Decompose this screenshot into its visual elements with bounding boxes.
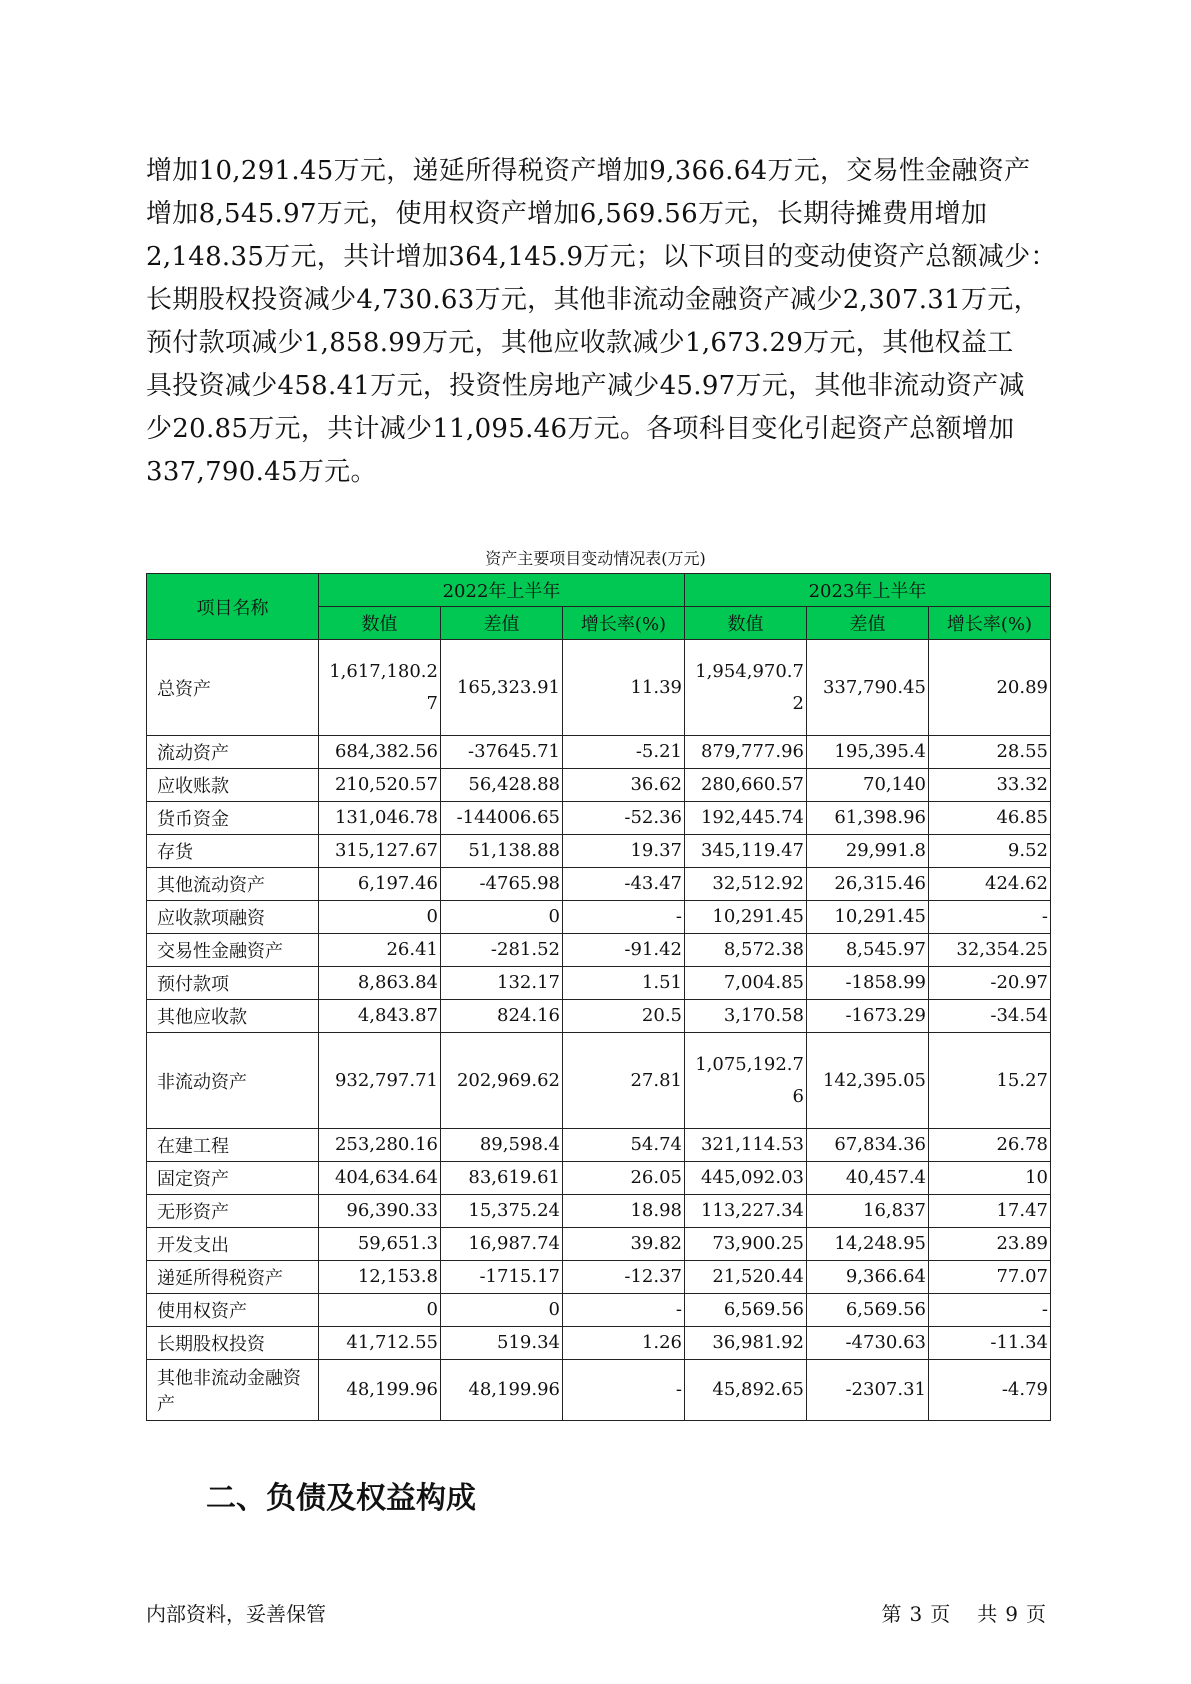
table-cell: - xyxy=(563,1294,685,1327)
total-word: 页 xyxy=(1026,1602,1046,1626)
header-value-2023: 数值 xyxy=(685,607,807,640)
table-cell: 0 xyxy=(319,1294,441,1327)
row-item-name: 在建工程 xyxy=(147,1129,319,1162)
table-cell: 9,366.64 xyxy=(807,1261,929,1294)
row-item-name: 流动资产 xyxy=(147,736,319,769)
table-cell: -52.36 xyxy=(563,802,685,835)
table-cell: 16,987.74 xyxy=(441,1228,563,1261)
table-cell: -34.54 xyxy=(929,1000,1051,1033)
table-row xyxy=(147,1162,1051,1195)
table-cell: 20.5 xyxy=(563,1000,685,1033)
table-cell: 17.47 xyxy=(929,1195,1051,1228)
paragraph-line: 少20.85万元，共计减少11,095.46万元。各项科目变化引起资产总额增加 xyxy=(146,414,1015,444)
table-cell: 23.89 xyxy=(929,1228,1051,1261)
table-cell: 26.41 xyxy=(319,934,441,967)
table-cell: 7,004.85 xyxy=(685,967,807,1000)
table-row xyxy=(147,802,1051,835)
table-cell: 67,834.36 xyxy=(807,1129,929,1162)
table-cell: 19.37 xyxy=(563,835,685,868)
table-cell: 132.17 xyxy=(441,967,563,1000)
table-cell: 6,197.46 xyxy=(319,868,441,901)
table-cell: -4.79 xyxy=(929,1360,1051,1421)
table-cell: 8,863.84 xyxy=(319,967,441,1000)
table-row xyxy=(147,640,1051,736)
table-row xyxy=(147,769,1051,802)
table-cell: 21,520.44 xyxy=(685,1261,807,1294)
table-cell: 54.74 xyxy=(563,1129,685,1162)
table-row xyxy=(147,1294,1051,1327)
table-cell: 192,445.74 xyxy=(685,802,807,835)
table-cell: 61,398.96 xyxy=(807,802,929,835)
table-cell: 48,199.96 xyxy=(319,1360,441,1421)
page-number: 3 xyxy=(909,1602,923,1626)
header-rate-2023: 增长率(%) xyxy=(929,607,1051,640)
table-cell: -1858.99 xyxy=(807,967,929,1000)
table-cell: 10,291.45 xyxy=(685,901,807,934)
header-diff-2023: 差值 xyxy=(807,607,929,640)
header-diff-2022: 差值 xyxy=(441,607,563,640)
table-cell: 29,991.8 xyxy=(807,835,929,868)
table-cell: -4765.98 xyxy=(441,868,563,901)
row-item-name: 非流动资产 xyxy=(147,1033,319,1129)
paragraph-line: 增加8,545.97万元，使用权资产增加6,569.56万元，长期待摊费用增加 xyxy=(146,199,988,229)
table-row xyxy=(147,934,1051,967)
page-word: 页 xyxy=(930,1602,951,1626)
table-cell: 15,375.24 xyxy=(441,1195,563,1228)
table-cell: 32,354.25 xyxy=(929,934,1051,967)
table-cell: 32,512.92 xyxy=(685,868,807,901)
table-row xyxy=(147,1360,1051,1421)
table-cell: 10 xyxy=(929,1162,1051,1195)
row-item-name: 递延所得税资产 xyxy=(147,1261,319,1294)
table-row xyxy=(147,1000,1051,1033)
table-cell: 14,248.95 xyxy=(807,1228,929,1261)
body-paragraph xyxy=(146,150,1057,494)
table-cell: -5.21 xyxy=(563,736,685,769)
table-cell: -43.47 xyxy=(563,868,685,901)
table-cell: -2307.31 xyxy=(807,1360,929,1421)
table-cell: 165,323.91 xyxy=(441,640,563,736)
table-cell: - xyxy=(929,901,1051,934)
table-cell: 18.98 xyxy=(563,1195,685,1228)
table-cell: 27.81 xyxy=(563,1033,685,1129)
table-row xyxy=(147,1228,1051,1261)
table-cell: 33.32 xyxy=(929,769,1051,802)
table-cell: 8,572.38 xyxy=(685,934,807,967)
table-cell: 519.34 xyxy=(441,1327,563,1360)
table-cell: 40,457.4 xyxy=(807,1162,929,1195)
header-period-2022: 2022年上半年 xyxy=(319,574,685,607)
table-cell: -144006.65 xyxy=(441,802,563,835)
table-cell: 195,395.4 xyxy=(807,736,929,769)
table-cell: -1715.17 xyxy=(441,1261,563,1294)
table-cell: 3,170.58 xyxy=(685,1000,807,1033)
table-cell: 202,969.62 xyxy=(441,1033,563,1129)
table-cell: 879,777.96 xyxy=(685,736,807,769)
table-cell: 0 xyxy=(319,901,441,934)
row-item-name: 固定资产 xyxy=(147,1162,319,1195)
paragraph-line: 预付款项减少1,858.99万元，其他应收款减少1,673.29万元，其他权益工 xyxy=(146,328,1014,358)
table-cell: 1,075,192.76 xyxy=(685,1033,807,1129)
row-item-name: 开发支出 xyxy=(147,1228,319,1261)
total-prefix: 共 xyxy=(977,1602,998,1626)
table-cell: 280,660.57 xyxy=(685,769,807,802)
table-row xyxy=(147,967,1051,1000)
table-cell: 4,843.87 xyxy=(319,1000,441,1033)
paragraph-line: 长期股权投资减少4,730.63万元，其他非流动金融资产减少2,307.31万元， xyxy=(146,285,1040,315)
table-cell: 96,390.33 xyxy=(319,1195,441,1228)
table-cell: 6,569.56 xyxy=(685,1294,807,1327)
table-cell: -37645.71 xyxy=(441,736,563,769)
paragraph-line: 具投资减少458.41万元，投资性房地产减少45.97万元，其他非流动资产减 xyxy=(146,371,1025,401)
paragraph-line: 337,790.45万元。 xyxy=(146,457,377,487)
header-rate-2022: 增长率(%) xyxy=(563,607,685,640)
table-cell: 932,797.71 xyxy=(319,1033,441,1129)
row-item-name: 应收款项融资 xyxy=(147,901,319,934)
table-cell: 46.85 xyxy=(929,802,1051,835)
row-item-name: 长期股权投资 xyxy=(147,1327,319,1360)
table-cell: -4730.63 xyxy=(807,1327,929,1360)
table-cell: 113,227.34 xyxy=(685,1195,807,1228)
table-cell: 337,790.45 xyxy=(807,640,929,736)
table-cell: 345,119.47 xyxy=(685,835,807,868)
table-cell: - xyxy=(929,1294,1051,1327)
total-pages: 9 xyxy=(1005,1602,1018,1626)
table-cell: 36.62 xyxy=(563,769,685,802)
table-cell: 12,153.8 xyxy=(319,1261,441,1294)
table-cell: 8,545.97 xyxy=(807,934,929,967)
table-cell: 16,837 xyxy=(807,1195,929,1228)
footer-page-number xyxy=(877,1598,1050,1627)
footer-confidential-note: 内部资料，妥善保管 xyxy=(146,1602,326,1626)
table-row xyxy=(147,868,1051,901)
table-cell: 0 xyxy=(441,901,563,934)
page-prefix: 第 xyxy=(881,1602,902,1626)
table-cell: 56,428.88 xyxy=(441,769,563,802)
table-cell: 15.27 xyxy=(929,1033,1051,1129)
paragraph-line: 2,148.35万元，共计增加364,145.9万元；以下项目的变动使资产总额减少： xyxy=(146,242,1057,272)
table-row xyxy=(147,1261,1051,1294)
table-cell: 9.52 xyxy=(929,835,1051,868)
table-row xyxy=(147,835,1051,868)
table-cell: -91.42 xyxy=(563,934,685,967)
table-cell: 253,280.16 xyxy=(319,1129,441,1162)
section-heading: 二、负债及权益构成 xyxy=(206,1481,476,1516)
table-cell: 41,712.55 xyxy=(319,1327,441,1360)
table-row xyxy=(147,901,1051,934)
table-cell: 824.16 xyxy=(441,1000,563,1033)
row-item-name: 其他流动资产 xyxy=(147,868,319,901)
table-cell: 131,046.78 xyxy=(319,802,441,835)
table-row xyxy=(147,1033,1051,1129)
table-cell: 39.82 xyxy=(563,1228,685,1261)
table-cell: 424.62 xyxy=(929,868,1051,901)
table-cell: 36,981.92 xyxy=(685,1327,807,1360)
table-cell: 142,395.05 xyxy=(807,1033,929,1129)
table-cell: 45,892.65 xyxy=(685,1360,807,1421)
table-cell: 6,569.56 xyxy=(807,1294,929,1327)
row-item-name: 货币资金 xyxy=(147,802,319,835)
table-row xyxy=(147,1195,1051,1228)
table-cell: -1673.29 xyxy=(807,1000,929,1033)
table-cell: 1.26 xyxy=(563,1327,685,1360)
table-cell: -11.34 xyxy=(929,1327,1051,1360)
header-period-2023: 2023年上半年 xyxy=(685,574,1051,607)
table-cell: 11.39 xyxy=(563,640,685,736)
header-item-name: 项目名称 xyxy=(147,574,319,640)
table-cell: -281.52 xyxy=(441,934,563,967)
table-cell: 10,291.45 xyxy=(807,901,929,934)
table-cell: - xyxy=(563,1360,685,1421)
table-cell: 83,619.61 xyxy=(441,1162,563,1195)
row-item-name: 存货 xyxy=(147,835,319,868)
table-cell: 51,138.88 xyxy=(441,835,563,868)
row-item-name: 应收账款 xyxy=(147,769,319,802)
table-cell: 26,315.46 xyxy=(807,868,929,901)
paragraph-line: 增加10,291.45万元，递延所得税资产增加9,366.64万元，交易性金融资产 xyxy=(146,156,1031,186)
row-item-name: 其他非流动金融资产 xyxy=(147,1360,319,1421)
row-item-name: 使用权资产 xyxy=(147,1294,319,1327)
header-value-2022: 数值 xyxy=(319,607,441,640)
table-cell: 315,127.67 xyxy=(319,835,441,868)
table-cell: 89,598.4 xyxy=(441,1129,563,1162)
table-cell: 26.05 xyxy=(563,1162,685,1195)
table-body xyxy=(147,640,1051,1421)
table-row xyxy=(147,736,1051,769)
table-cell: - xyxy=(563,901,685,934)
table-cell: 684,382.56 xyxy=(319,736,441,769)
table-cell: 48,199.96 xyxy=(441,1360,563,1421)
table-cell: 404,634.64 xyxy=(319,1162,441,1195)
table-cell: 59,651.3 xyxy=(319,1228,441,1261)
table-cell: 210,520.57 xyxy=(319,769,441,802)
table-cell: 1.51 xyxy=(563,967,685,1000)
row-item-name: 无形资产 xyxy=(147,1195,319,1228)
table-cell: 1,954,970.72 xyxy=(685,640,807,736)
table-row xyxy=(147,1327,1051,1360)
row-item-name: 交易性金融资产 xyxy=(147,934,319,967)
table-cell: -20.97 xyxy=(929,967,1051,1000)
table-cell: 26.78 xyxy=(929,1129,1051,1162)
table-caption: 资产主要项目变动情况表(万元) xyxy=(485,549,706,568)
table-cell: -12.37 xyxy=(563,1261,685,1294)
table-cell: 70,140 xyxy=(807,769,929,802)
table-cell: 1,617,180.27 xyxy=(319,640,441,736)
table-cell: 20.89 xyxy=(929,640,1051,736)
row-item-name: 预付款项 xyxy=(147,967,319,1000)
table-row xyxy=(147,1129,1051,1162)
row-item-name: 其他应收款 xyxy=(147,1000,319,1033)
table-cell: 77.07 xyxy=(929,1261,1051,1294)
asset-change-table xyxy=(146,573,1051,1421)
table-cell: 0 xyxy=(441,1294,563,1327)
table-cell: 28.55 xyxy=(929,736,1051,769)
table-cell: 321,114.53 xyxy=(685,1129,807,1162)
row-item-name: 总资产 xyxy=(147,640,319,736)
table-cell: 445,092.03 xyxy=(685,1162,807,1195)
table-cell: 73,900.25 xyxy=(685,1228,807,1261)
